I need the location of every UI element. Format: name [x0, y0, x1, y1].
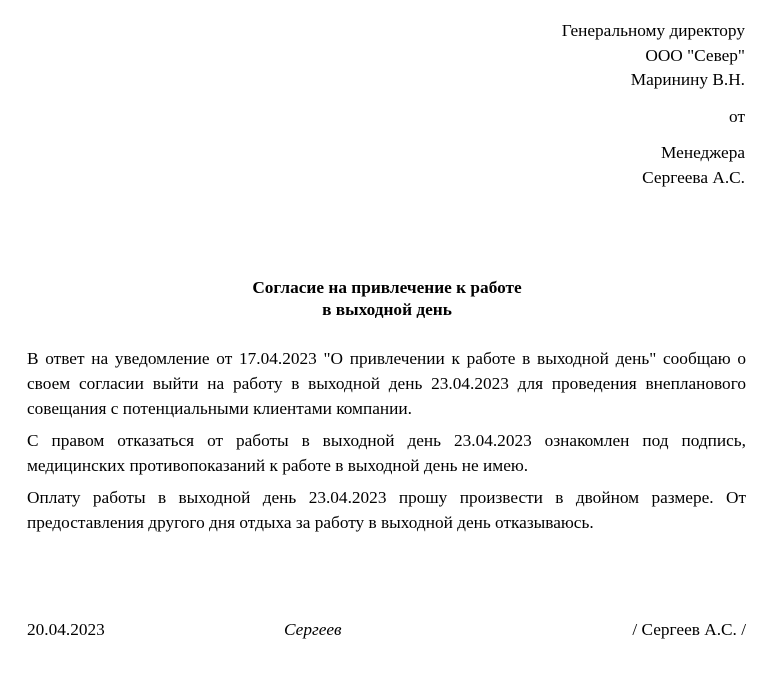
spacer [562, 93, 745, 105]
sender-position: Менеджера [661, 143, 745, 162]
document-body [27, 346, 746, 542]
handwritten-signature: Сергеев [284, 620, 342, 639]
paragraph-payment: Оплату работы в выходной день 23.04.2023 прошу произвести в двойном размере. От предоставления другого дня отдыха за работу в выходной день отказываюсь. [27, 488, 746, 532]
addressee-name: Маринину В.Н. [630, 70, 745, 89]
title-line-2: в выходной день [322, 300, 452, 319]
from-word: от [729, 106, 745, 126]
title-line-1: Согласие на привлечение к работе [252, 278, 522, 297]
addressee-company: ООО "Север" [645, 45, 745, 65]
paragraph-response: В ответ на уведомление от 17.04.2023 "О привлечении к работе в выходной день" сообщаю о своем согласии выйти на работу в выходной день 23.04.2023 для проведения внепланового совещания с потенциальными клиентами компании. [27, 349, 746, 418]
signature-date: 20.04.2023 [27, 620, 105, 639]
addressee-position: Генеральному директору [561, 21, 745, 40]
paragraph-right-to-refuse: С правом отказаться от работы в выходной день 23.04.2023 ознакомлен под подпись, медицинских противопоказаний к работе в выходной день не имею. [27, 431, 746, 475]
spacer [562, 129, 745, 141]
sender-name: Сергеева А.С. [642, 167, 745, 187]
document-title [0, 277, 774, 321]
signature-printed-name: / Сергеев А.С. / [632, 620, 746, 639]
addressee-block [562, 19, 745, 190]
